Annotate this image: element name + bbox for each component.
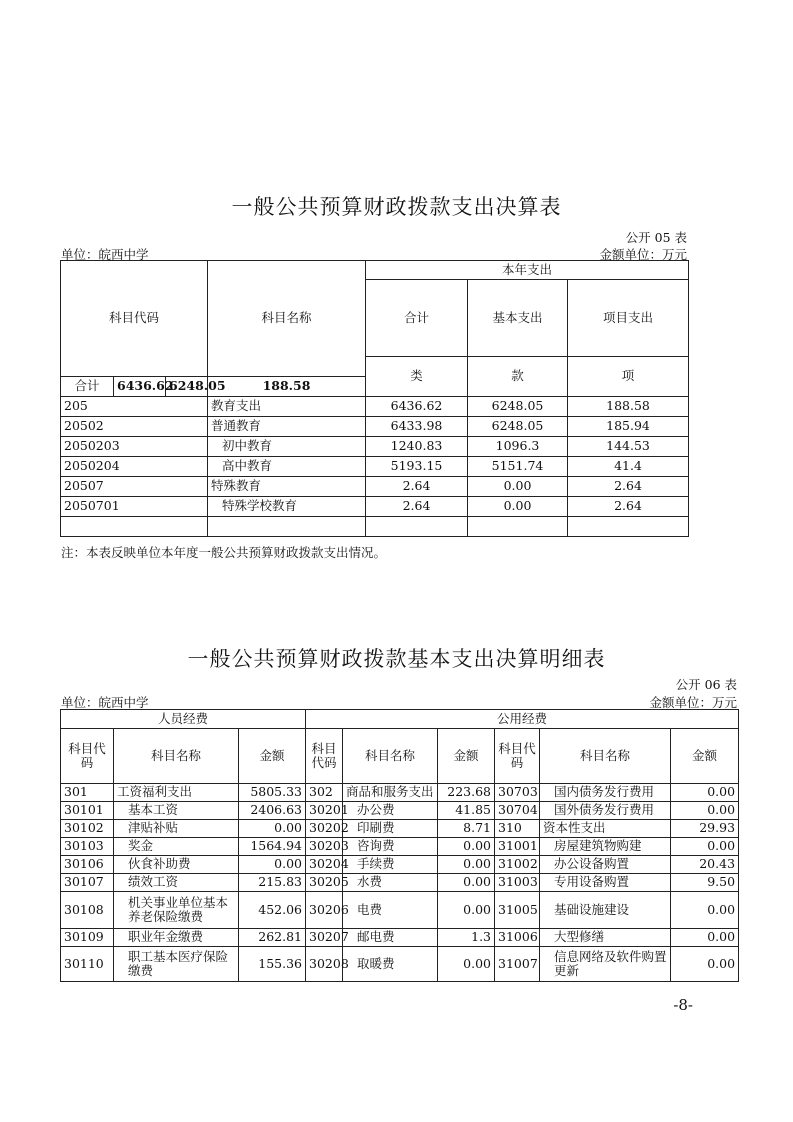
row-total: 6436.62	[366, 397, 468, 417]
sum-basic: 6248.05	[166, 377, 208, 397]
row-project: 185.94	[568, 417, 689, 437]
table-row-empty	[61, 517, 689, 537]
header-project: 项目支出	[568, 280, 689, 357]
sum-label: 合计	[61, 377, 114, 397]
table-row	[61, 929, 739, 947]
row-name: 普通教育	[208, 417, 366, 437]
table1-amount-unit: 金额单位：万元	[599, 247, 687, 262]
row-code: 30206	[306, 892, 343, 929]
row-name: 资本性支出	[540, 820, 671, 838]
row-name: 教育支出	[208, 397, 366, 417]
row-name: 特殊学校教育	[208, 497, 366, 517]
row-name: 办公费	[343, 802, 438, 820]
header-total: 合计	[366, 280, 468, 357]
row-amount: 223.68	[438, 784, 495, 802]
row-amount: 0.00	[438, 856, 495, 874]
table-row	[61, 457, 689, 477]
row-amount: 262.81	[239, 929, 306, 947]
row-amount: 0.00	[239, 856, 306, 874]
row-amount: 0.00	[671, 784, 739, 802]
row-name: 取暖费	[343, 947, 438, 982]
row-basic: 5151.74	[468, 457, 568, 477]
row-amount: 0.00	[671, 929, 739, 947]
row-code: 30103	[61, 838, 114, 856]
row-project: 2.64	[568, 497, 689, 517]
row-code: 30101	[61, 802, 114, 820]
row-total: 5193.15	[366, 457, 468, 477]
table-row	[61, 892, 739, 929]
row-code: 30106	[61, 856, 114, 874]
row-code: 30207	[306, 929, 343, 947]
row-project: 41.4	[568, 457, 689, 477]
header-name-2: 科目名称	[343, 729, 438, 784]
row-code: 30204	[306, 856, 343, 874]
header-basic: 基本支出	[468, 280, 568, 357]
row-amount: 41.85	[438, 802, 495, 820]
row-name: 办公设备购置	[540, 856, 671, 874]
row-name: 伙食补助费	[114, 856, 239, 874]
row-code: 30203	[306, 838, 343, 856]
row-name: 电费	[343, 892, 438, 929]
header-kuan: 款	[468, 357, 568, 397]
table-row	[61, 838, 739, 856]
row-code: 30205	[306, 874, 343, 892]
row-name: 商品和服务支出	[343, 784, 438, 802]
header-amount-3: 金额	[671, 729, 739, 784]
header-year-expense: 本年支出	[366, 261, 689, 280]
table-row	[61, 820, 739, 838]
row-name: 职工基本医疗保险缴费	[114, 947, 239, 982]
header-public: 公用经费	[306, 710, 739, 729]
row-code: 301	[61, 784, 114, 802]
row-code: 30102	[61, 820, 114, 838]
row-code: 30109	[61, 929, 114, 947]
row-amount: 29.93	[671, 820, 739, 838]
row-name: 印刷费	[343, 820, 438, 838]
table-row	[61, 802, 739, 820]
table-row	[61, 437, 689, 457]
row-amount: 9.50	[671, 874, 739, 892]
row-amount: 0.00	[438, 892, 495, 929]
row-name: 机关事业单位基本养老保险缴费	[114, 892, 239, 929]
row-code: 302	[306, 784, 343, 802]
table2-title: 一般公共预算财政拨款基本支出决算明细表	[187, 647, 606, 671]
row-name: 基本工资	[114, 802, 239, 820]
row-name: 基础设施建设	[540, 892, 671, 929]
header-name-1: 科目名称	[114, 729, 239, 784]
row-basic: 6248.05	[468, 417, 568, 437]
table-row	[61, 417, 689, 437]
row-code: 31005	[495, 892, 540, 929]
table-row	[61, 784, 739, 802]
row-code: 30703	[495, 784, 540, 802]
row-code: 31003	[495, 874, 540, 892]
row-amount: 0.00	[438, 947, 495, 982]
header-name-3: 科目名称	[540, 729, 671, 784]
table2-unit: 单位：皖西中学	[61, 695, 149, 710]
row-project: 2.64	[568, 477, 689, 497]
row-total: 2.64	[366, 477, 468, 497]
header-amount-1: 金额	[239, 729, 306, 784]
row-amount: 1.3	[438, 929, 495, 947]
header-personnel: 人员经费	[61, 710, 306, 729]
row-basic: 6248.05	[468, 397, 568, 417]
row-name: 职业年金缴费	[114, 929, 239, 947]
table-row	[61, 397, 689, 417]
table-row	[61, 497, 689, 517]
header-lei: 类	[366, 357, 468, 397]
row-amount: 0.00	[671, 947, 739, 982]
row-name: 高中教育	[208, 457, 366, 477]
row-amount: 1564.94	[239, 838, 306, 856]
row-amount: 0.00	[438, 874, 495, 892]
row-code: 30110	[61, 947, 114, 982]
table-row	[61, 874, 739, 892]
sum-total: 6436.62	[114, 377, 166, 397]
row-name: 绩效工资	[114, 874, 239, 892]
page-number: -8-	[673, 996, 693, 1014]
row-name: 大型修缮	[540, 929, 671, 947]
row-amount: 452.06	[239, 892, 306, 929]
row-name: 咨询费	[343, 838, 438, 856]
table2	[60, 709, 739, 982]
row-amount: 8.71	[438, 820, 495, 838]
row-name: 工资福利支出	[114, 784, 239, 802]
row-amount: 155.36	[239, 947, 306, 982]
row-code: 31007	[495, 947, 540, 982]
row-name: 国外债务发行费用	[540, 802, 671, 820]
row-code: 2050204	[61, 457, 208, 477]
row-code: 31002	[495, 856, 540, 874]
row-name: 邮电费	[343, 929, 438, 947]
header-code-3: 科目代码	[495, 729, 540, 784]
header-code-2: 科目代码	[306, 729, 343, 784]
row-amount: 2406.63	[239, 802, 306, 820]
table1-code: 公开 05 表	[625, 230, 687, 245]
row-code: 205	[61, 397, 208, 417]
row-code: 310	[495, 820, 540, 838]
row-amount: 5805.33	[239, 784, 306, 802]
row-amount: 0.00	[671, 838, 739, 856]
table1-note: 注：本表反映单位本年度一般公共预算财政拨款支出情况。	[61, 545, 387, 560]
table1-unit: 单位：皖西中学	[61, 247, 149, 262]
row-amount: 0.00	[239, 820, 306, 838]
row-name: 国内债务发行费用	[540, 784, 671, 802]
header-subject-name: 科目名称	[208, 261, 366, 377]
header-amount-2: 金额	[438, 729, 495, 784]
row-code: 2050701	[61, 497, 208, 517]
row-name: 特殊教育	[208, 477, 366, 497]
row-name: 专用设备购置	[540, 874, 671, 892]
table-row	[61, 477, 689, 497]
row-amount: 20.43	[671, 856, 739, 874]
row-name: 房屋建筑物购建	[540, 838, 671, 856]
row-name: 奖金	[114, 838, 239, 856]
row-name: 信息网络及软件购置更新	[540, 947, 671, 982]
row-code: 2050203	[61, 437, 208, 457]
row-code: 20507	[61, 477, 208, 497]
row-total: 6433.98	[366, 417, 468, 437]
row-total: 2.64	[366, 497, 468, 517]
row-basic: 0.00	[468, 497, 568, 517]
row-project: 188.58	[568, 397, 689, 417]
header-subject-code: 科目代码	[61, 261, 208, 377]
row-code: 30107	[61, 874, 114, 892]
row-basic: 1096.3	[468, 437, 568, 457]
row-code: 30202	[306, 820, 343, 838]
row-code: 30201	[306, 802, 343, 820]
row-name: 手续费	[343, 856, 438, 874]
row-code: 31001	[495, 838, 540, 856]
row-code: 30704	[495, 802, 540, 820]
table2-code: 公开 06 表	[675, 677, 737, 692]
row-code: 31006	[495, 929, 540, 947]
table1	[60, 260, 689, 537]
row-name: 初中教育	[208, 437, 366, 457]
table1-title: 一般公共预算财政拨款支出决算表	[231, 195, 562, 219]
row-amount: 0.00	[671, 802, 739, 820]
row-code: 30108	[61, 892, 114, 929]
row-basic: 0.00	[468, 477, 568, 497]
row-code: 30208	[306, 947, 343, 982]
row-name: 津贴补贴	[114, 820, 239, 838]
table-row	[61, 856, 739, 874]
header-xiang: 项	[568, 357, 689, 397]
row-amount: 0.00	[671, 892, 739, 929]
row-name: 水费	[343, 874, 438, 892]
header-code-1: 科目代码	[61, 729, 114, 784]
row-amount: 215.83	[239, 874, 306, 892]
row-project: 144.53	[568, 437, 689, 457]
row-code: 20502	[61, 417, 208, 437]
table-row	[61, 947, 739, 982]
row-total: 1240.83	[366, 437, 468, 457]
table2-amount-unit: 金额单位：万元	[649, 695, 737, 710]
row-amount: 0.00	[438, 838, 495, 856]
sum-project: 188.58	[208, 377, 366, 397]
